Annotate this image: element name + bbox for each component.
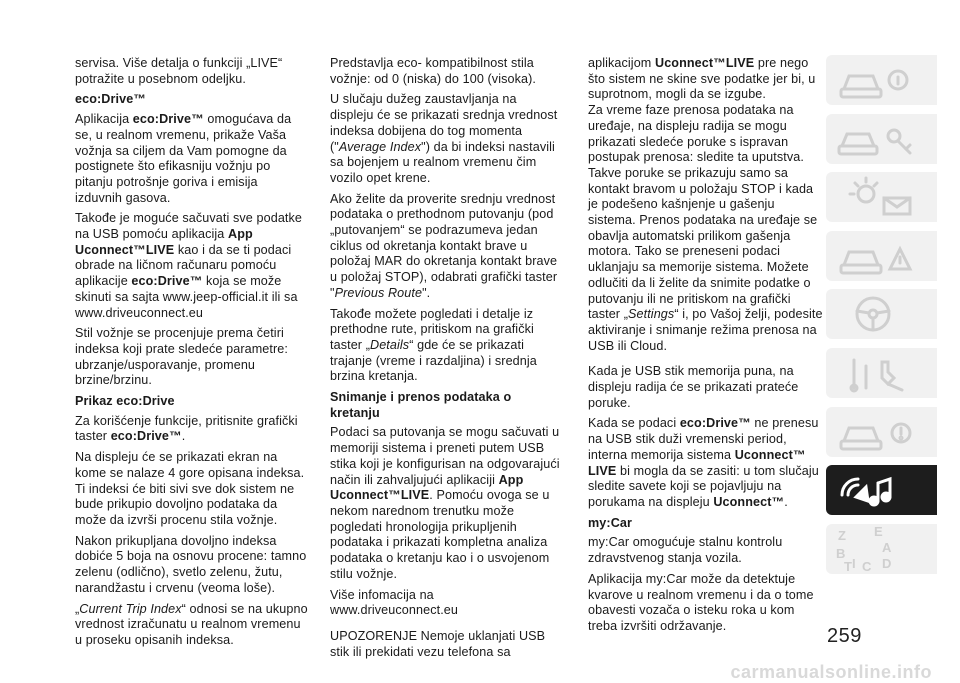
paragraph: Podaci sa putovanja se mogu sačuvati u memoriji sistema i preneti putem USB stika koji je konfigurisan na odgovarajući način ili zahvaljujući aplikaciji App Uconnect™LIVE. Pomoću ovoga se u nekom narednom trenutku može pogledati hronologija prikupljenih podataka i prikazati kompletna analiza podataka o kretanju kao i o usvojenom stilu vožnje. bbox=[330, 425, 560, 581]
tab-car-alert[interactable] bbox=[826, 231, 937, 281]
tools-icon bbox=[826, 348, 937, 398]
paragraph: Kada se podaci eco:Drive™ ne prenesu na USB stik duži vremenski period, interna memorija sistema Uconnect™ LIVE bi mogla da se zasiti: u tom slučaju sledite savete koji se pojavljuju na porukama na displeju Uconnect™. bbox=[588, 416, 819, 509]
tab-car-service[interactable] bbox=[826, 407, 937, 457]
paragraph: Aplikacija eco:Drive™ omogućava da se, u realnom vremenu, prikaže Vaša vožnja sa ciljem da Vam pomogne da postignete što efikasniju vožnju po pitanju potrošnje goriva i emisija izduvnih gasova. bbox=[75, 112, 292, 205]
radio-navigation-icon bbox=[826, 465, 937, 515]
car-key-icon bbox=[826, 114, 937, 164]
index-letter: I bbox=[852, 555, 856, 571]
paragraph: Kada je USB stik memorija puna, na displeju radija će se prikazati prateće poruke. bbox=[588, 364, 799, 410]
tab-radio-navigation[interactable] bbox=[826, 465, 937, 515]
tab-steering-wheel[interactable] bbox=[826, 289, 937, 339]
text-column-3 bbox=[588, 56, 823, 640]
index-letter: T bbox=[844, 558, 852, 574]
chapter-tabs bbox=[826, 55, 937, 582]
paragraph: Stil vožnje se procenjuje prema četiri indeksa koji prate sledeće parametre: ubrzanje/usporavanje, promenu brzine/brzinu. bbox=[75, 326, 289, 388]
car-info-icon bbox=[826, 55, 937, 105]
steering-wheel-icon bbox=[826, 289, 937, 339]
tab-car-info[interactable] bbox=[826, 55, 937, 105]
paragraph: Nakon prikupljana dovoljno indeksa dobiće 5 boja na osnovu procene: tamno zelenu (odlično), svetlo zelenu, žutu, narandžastu i crvenu (veoma loše). bbox=[75, 533, 307, 595]
index-letter: E bbox=[874, 523, 883, 539]
tab-car-key[interactable] bbox=[826, 114, 937, 164]
index-icon bbox=[826, 524, 937, 574]
paragraph: Aplikacija my:Car može da detektuje kvarove u realnom vremenu i da o tome obavesti vozača o isteku roka u kom treba izvršiti održavanje. bbox=[588, 571, 814, 633]
warning-paragraph: UPOZORENJE Nemoje uklanjati USB stik ili prekidati vezu telefona sa bbox=[330, 628, 546, 659]
index-letter: Z bbox=[838, 527, 846, 543]
paragraph: servisa. Više detalja o funkciji „LIVE“ potražite u posebnom odeljku. bbox=[75, 56, 283, 86]
car-service-icon bbox=[826, 407, 937, 457]
index-letter: A bbox=[882, 539, 892, 555]
section-heading-ecodrive: eco:Drive™ bbox=[75, 92, 146, 107]
paragraph: Takođe je moguće sačuvati sve podatke na USB pomoću aplikacija App Uconnect™LIVE kao i da se ti podaci obrade na ličnom računaru pomoću aplikacije eco:Drive™ koja se može skinuti sa sajta www.jeep-official.it ili sa www.driveuconnect.eu bbox=[75, 211, 303, 320]
warning-lights-icon bbox=[826, 172, 937, 222]
paragraph: my:Car omogućuje stalnu kontrolu zdravstvenog stanja vozila. bbox=[588, 535, 783, 566]
tab-tools[interactable] bbox=[826, 348, 937, 398]
paragraph: Za vreme faze prenosa podataka na uređaje, na displeju radija se mogu prikazati sledeće poruke s ispravan postupak prenosa: sledite ta uputstva. Takve poruke se prikazuju samo sa kontakt bravom u položaju STOP i kada je podešeno kašnjenje u gašenju sistema. Prenos podataka na uređaje se obavlja automatski prilikom gašenja motora. Tako se preneseni podaci uklanjaju sa memorije sistema. Možete odlučiti da li želite da snimite podatke o putovanju ili ne pritiskom na grafički taster „Settings“ i, po Vašoj želji, podesite aktiviranje i snimanje režima prenosa na USB ili Cloud. bbox=[588, 103, 823, 353]
paragraph: Predstavlja eco- kompatibilnost stila vožnje: od 0 (niska) do 100 (visoka). bbox=[330, 56, 536, 86]
section-heading-prikaz: Prikaz eco:Drive bbox=[75, 394, 175, 409]
tab-index[interactable] bbox=[826, 524, 937, 574]
footer-watermark: carmanualsonline.info bbox=[0, 662, 960, 683]
paragraph: Više infomacija na www.driveuconnect.eu bbox=[330, 587, 459, 618]
paragraph: Ako želite da proverite srednju vrednost podataka o prethodnom putovanju (pod „putovanjem“ se podrazumeva jedan ciklus od okretanja kontakt brave u položaj MAR do okretanja kontakt brave u položaj STOP), odabrati grafički taster "Previous Route". bbox=[330, 191, 558, 300]
paragraph: Takođe možete pogledati i detalje iz prethodne rute, pritiskom na grafički taster „Details“ gde će se prikazati trajanje (vreme i razdaljina) i srednja brzina kretanja. bbox=[330, 306, 537, 384]
index-letter: D bbox=[882, 555, 892, 571]
page-number: 259 bbox=[827, 625, 862, 647]
paragraph: Na displeju će se prikazati ekran na kome se nalaze 4 gore opisana indeksa. Ti indeksi će biti sivi sve dok sistem ne bude prikupio dovoljno podataka da može da izvrši procenu stila vožnje. bbox=[75, 450, 305, 527]
tab-warning-lights[interactable] bbox=[826, 172, 937, 222]
text-column-1 bbox=[75, 56, 308, 654]
index-letter: C bbox=[862, 558, 872, 574]
car-alert-icon bbox=[826, 231, 937, 281]
section-heading-snimanje: Snimanje i prenos podataka o kretanju bbox=[330, 390, 512, 420]
text-column-2 bbox=[330, 56, 560, 665]
paragraph: „Current Trip Index“ odnosi se na ukupno vrednost izračunatu u realnom vremenu u proseku opisanih indeksa. bbox=[75, 601, 308, 647]
paragraph: Za korišćenje funkcije, pritisnite grafički taster eco:Drive™. bbox=[75, 413, 298, 444]
index-letter: B bbox=[836, 545, 846, 561]
section-heading-mycar: my:Car bbox=[588, 515, 632, 530]
paragraph: U slučaju dužeg zaustavljanja na displeju će se prikazati srednja vrednost indeksa dobijena do tog momenta ("Average Index") da bi indeksi nastavili sa bojenjem u realnom vremenu čim vozilo opet krene. bbox=[330, 92, 558, 185]
paragraph: aplikacijom Uconnect™LIVE pre nego što sistem ne skine sve podatke jer bi, u suprotnom, mogli da se izgube. bbox=[588, 56, 816, 102]
